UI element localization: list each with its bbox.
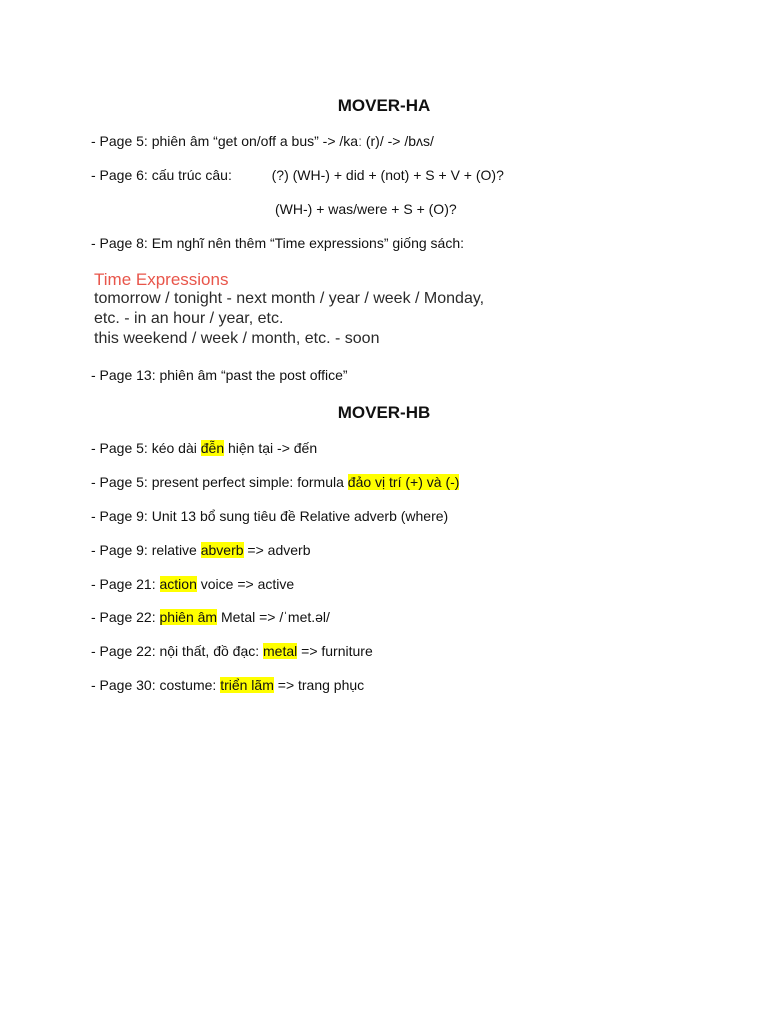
formula-text: (WH-) + was/were + S + (O)? — [275, 201, 457, 217]
item-text: - Page 21: — [91, 576, 160, 592]
formula-text: (?) (WH-) + did + (not) + S + V + (O)? — [271, 167, 504, 183]
highlighted-text: đễn — [200, 440, 225, 456]
item-text: - Page 5: kéo dài — [91, 440, 201, 456]
item-text: => adverb — [243, 542, 311, 558]
item-text: - Page 22: — [91, 609, 160, 625]
highlighted-text: triển lãm — [220, 677, 274, 693]
highlighted-text: abverb — [200, 542, 244, 558]
list-item — [91, 508, 448, 524]
note-line: - Page 13: phiên âm “past the post office” — [91, 367, 348, 383]
image-title: Time Expressions — [94, 270, 229, 289]
item-text: - Page 5: present perfect simple: formula — [91, 474, 348, 490]
image-text-line: this weekend / week / month, etc. - soon — [94, 330, 380, 347]
list-item — [91, 474, 459, 490]
highlighted-text: đảo vị trí (+) và (-) — [347, 474, 460, 490]
item-text: Metal => /ˈmet.əl/ — [217, 609, 330, 625]
item-text: => trang phục — [273, 677, 365, 693]
note-line: - Page 5: phiên âm “get on/off a bus” -> /kaː (r)/ -> /bʌs/ — [91, 133, 434, 149]
image-text-line: tomorrow / tonight - next month / year / week / Monday, — [94, 290, 485, 307]
item-text: - Page 22: nội thất, đồ đạc: — [91, 643, 264, 659]
list-item — [91, 440, 317, 456]
item-text: hiện tại -> đến — [224, 440, 318, 456]
image-text-line: etc. - in an hour / year, etc. — [94, 310, 284, 327]
highlighted-text: action — [159, 576, 197, 592]
note-line: - Page 8: Em nghĩ nên thêm “Time expressions” giống sách: — [91, 235, 464, 251]
highlighted-text: phiên âm — [159, 609, 218, 625]
list-item — [91, 643, 373, 659]
list-item — [91, 542, 310, 558]
list-item — [91, 677, 364, 693]
item-text: - Page 9: Unit 13 bổ sung tiêu đề Relative adverb (where) — [91, 508, 449, 524]
item-text: voice => active — [196, 576, 295, 592]
highlighted-text: metal — [263, 643, 298, 659]
list-item — [91, 609, 330, 625]
item-text: - Page 9: relative — [91, 542, 201, 558]
list-item — [91, 576, 294, 592]
note-line — [91, 167, 504, 183]
item-text: => furniture — [297, 643, 373, 659]
section-heading-mover-ha: MOVER-HA — [337, 96, 431, 115]
item-text: - Page 30: costume: — [91, 677, 221, 693]
section-heading-mover-hb: MOVER-HB — [337, 403, 431, 422]
note-label: - Page 6: cấu trúc câu: — [91, 167, 232, 183]
time-expressions-image — [92, 268, 512, 354]
